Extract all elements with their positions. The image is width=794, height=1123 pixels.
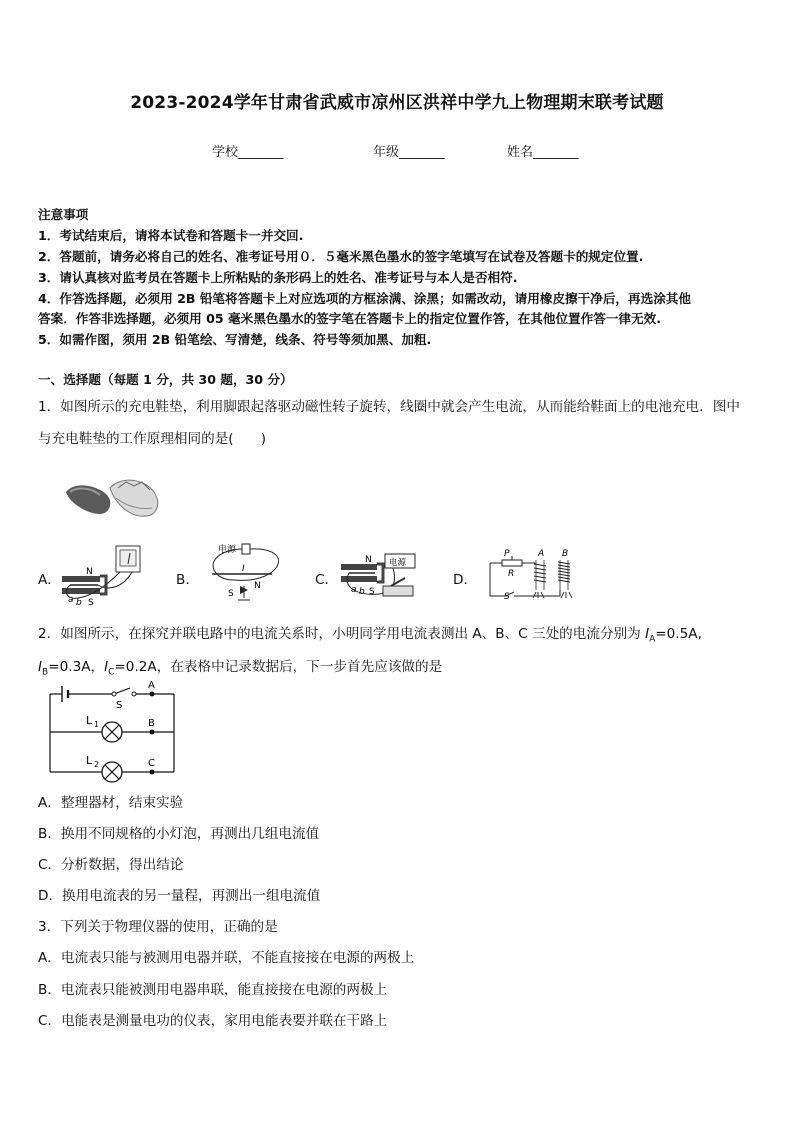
notice-item: 4．作答选择题，必须用 2B 铅笔将答题卡上对应选项的方框涂满、涂黑；如需改动，请用橡皮擦干净后，再选涂其他: [38, 291, 691, 306]
figure-a-s-label: S: [88, 598, 94, 606]
school-blank: _______: [238, 145, 284, 160]
name-label: 姓名: [507, 145, 534, 160]
q2-ia-subscript: A: [649, 634, 656, 645]
q3-option-c: C．电能表是测量电功的仪表，家用电能表要并联在干路上: [38, 1013, 388, 1029]
figure-d-electromagnets: [486, 546, 578, 606]
figure-c-a-label: a: [351, 585, 357, 595]
notice-item: 5．如需作图，须用 2B 铅笔绘、写清楚，线条、符号等须加黑、加粗.: [38, 332, 432, 347]
grade-label: 年级: [373, 145, 400, 160]
circuit-point-a-label: A: [148, 680, 155, 691]
circuit-point-b-label: B: [148, 718, 155, 729]
figure-d-r-label: R: [508, 569, 515, 579]
figure-d-coil-b-label: B: [562, 549, 569, 559]
figure-c-power-label: 电源: [389, 558, 407, 568]
figure-d-p-label: P: [504, 549, 510, 559]
notice-item: 2．答题前，请务必将自己的姓名、准考证号用０．５毫米黑色墨水的签字笔填写在试卷及答题卡的规定位置.: [38, 249, 644, 264]
grade-blank: _______: [399, 145, 445, 160]
name-blank: _______: [533, 145, 579, 160]
q2-ic-value: =0.2A，在表格中记录数据后，下一步首先应该做的是: [114, 659, 443, 675]
notice-heading: 注意事项: [38, 207, 89, 222]
q1-option-b: B．: [176, 572, 199, 588]
q1-option-c: C．: [315, 572, 339, 588]
q2-option-b: B．换用不同规格的小灯泡，再测出几组电流值: [38, 826, 320, 842]
notice-item: 1．考试结束后，请将本试卷和答题卡一并交回.: [38, 228, 304, 243]
figure-b-electric-field: [206, 540, 292, 606]
page-title: 2023-2024学年甘肃省武威市凉州区洪祥中学九上物理期末联考试题: [130, 93, 664, 113]
q2-ib-value: =0.3A，: [48, 659, 105, 675]
figure-c-n-label: N: [365, 555, 372, 565]
grade-field: [373, 141, 445, 160]
notice-item: 答案．作答非选择题，必须用 05 毫米黑色墨水的签字笔在答题卡上的指定位置作答，在其他位置作答一律无效.: [38, 311, 661, 326]
circuit-switch-label: S: [116, 700, 123, 711]
q2-option-c: C．分析数据，得出结论: [38, 857, 184, 873]
q2-ib-subscript: B: [42, 667, 49, 678]
q1-option-a: A．: [38, 572, 61, 588]
q1-stem-line1: 1．如图所示的充电鞋垫，利用脚跟起落驱动磁性转子旋转，线圈中就会产生电流，从而能给鞋面上的电池充电．图中: [38, 399, 740, 415]
circuit-l2-subscript: 2: [94, 760, 100, 769]
notice-item: 3．请认真核对监考员在答题卡上所粘贴的条形码上的姓名、准考证号与本人是否相符.: [38, 270, 518, 285]
q3-option-b: B．电流表只能被测用电器串联，能直接接在电源的两极上: [38, 982, 388, 998]
figure-a-generator: [58, 542, 144, 606]
figure-a-b-label: b: [76, 598, 82, 606]
circuit-point-c-label: C: [148, 758, 155, 769]
school-label: 学校: [212, 145, 239, 160]
school-field: [212, 141, 284, 160]
q2-stem-line1: [38, 622, 702, 645]
q2-ib-symbol: I: [38, 659, 43, 675]
figure-b-n-label: N: [254, 581, 261, 591]
figure-c-motor: [339, 542, 419, 606]
figure-d-s-label: S: [504, 592, 510, 602]
q3-stem: 3．下列关于物理仪器的使用，正确的是: [38, 919, 278, 935]
q1-option-d: D．: [453, 572, 478, 588]
figure-b-s-label: S: [228, 589, 234, 599]
figure-d-coil-a-label: A: [538, 549, 545, 559]
parallel-circuit-diagram: [44, 680, 180, 784]
name-field: [507, 141, 579, 160]
q2-stem-text: 2．如图所示，在探究并联电路中的电流关系时，小明同学用电流表测出 A、B、C 三处的电流分别为: [38, 626, 646, 642]
circuit-l2-label: L: [86, 754, 93, 767]
q2-option-a: A．整理器材，结束实验: [38, 795, 184, 811]
figure-b-current-label: I: [242, 564, 245, 574]
q3-option-a: A．电流表只能与被测用电器并联，不能直接接在电源的两极上: [38, 950, 415, 966]
charging-insole-image: [60, 476, 165, 522]
figure-a-n-label: N: [86, 567, 93, 577]
q1-stem-line2: 与充电鞋垫的工作原理相同的是( ): [38, 431, 267, 447]
figure-b-power-label: 电源: [218, 545, 237, 555]
figure-c-b-label: b: [359, 587, 365, 597]
q2-stem-line2: [38, 655, 442, 678]
q2-ia-value: =0.5A,: [655, 626, 702, 642]
q2-ic-subscript: C: [108, 667, 115, 678]
figure-c-s-label: S: [369, 587, 375, 597]
circuit-l1-subscript: 1: [94, 720, 100, 729]
q2-option-d: D．换用电流表的另一量程，再测出一组电流值: [38, 888, 321, 904]
section-heading: 一、选择题（每题 1 分，共 30 题，30 分）: [38, 372, 293, 387]
figure-a-a-label: a: [68, 595, 74, 605]
q2-ia-symbol: I: [645, 626, 650, 642]
circuit-l1-label: L: [86, 714, 93, 727]
q2-ic-symbol: I: [104, 659, 109, 675]
